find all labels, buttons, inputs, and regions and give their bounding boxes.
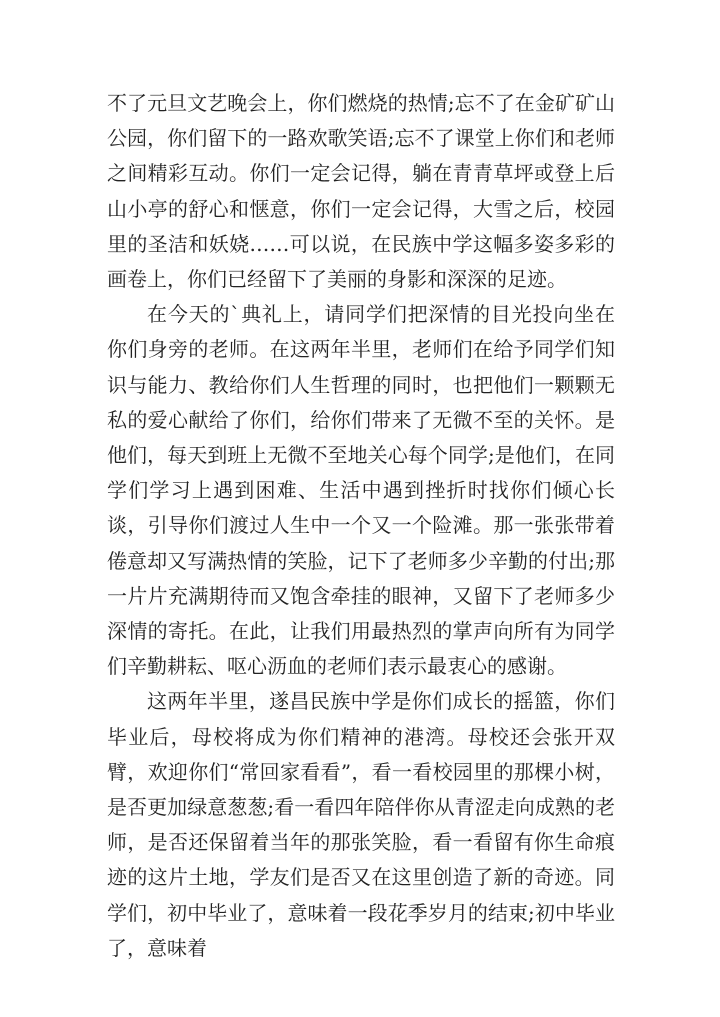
paragraph-1: 不了元旦文艺晚会上，你们燃烧的热情;忘不了在金矿矿山公园，你们留下的一路欢歌笑语;忘不了课堂上你们和老师之间精彩互动。你们一定会记得，躺在青青草坪或登上后山小亭的舒心和惬意，你们一定会记得，大雪之后，校园里的圣洁和妖娆……可以说，在民族中学这幅多姿多彩的画卷上，你们已经留下了美丽的身影和深深的足迹。 bbox=[107, 91, 615, 292]
paragraph-3: 这两年半里，遂昌民族中学是你们成长的摇篮，你们毕业后，母校将成为你们精神的港湾。母校还会张开双臂，欢迎你们“常回家看看”，看一看校园里的那棵小树，是否更加绿意葱葱;看一看四年陪伴你从青涩走向成熟的老师，是否还保留着当年的那张笑脸，看一看留有你生命痕迹的这片土地，学友们是否又在这里创造了新的奇迹。同学们，初中毕业了，意味着一段花季岁月的结束;初中毕业了，意味着 bbox=[107, 689, 615, 960]
document-body bbox=[107, 86, 615, 966]
paragraph-2: 在今天的`典礼上，请同学们把深情的目光投向坐在你们身旁的老师。在这两年半里，老师们在给予同学们知识与能力、教给你们人生哲理的同时，也把他们一颗颗无私的爱心献给了你们，给你们带来了无微不至的关怀。是他们，每天到班上无微不至地关心每个同学;是他们，在同学们学习上遇到困难、生活中遇到挫折时找你们倾心长谈，引导你们渡过人生中一个又一个险滩。那一张张带着倦意却又写满热情的笑脸，记下了老师多少辛勤的付出;那一片片充满期待而又饱含牵挂的眼神，又留下了老师多少深情的寄托。在此，让我们用最热烈的掌声向所有为同学们辛勤耕耘、呕心沥血的老师们表示最衷心的感谢。 bbox=[107, 302, 615, 679]
